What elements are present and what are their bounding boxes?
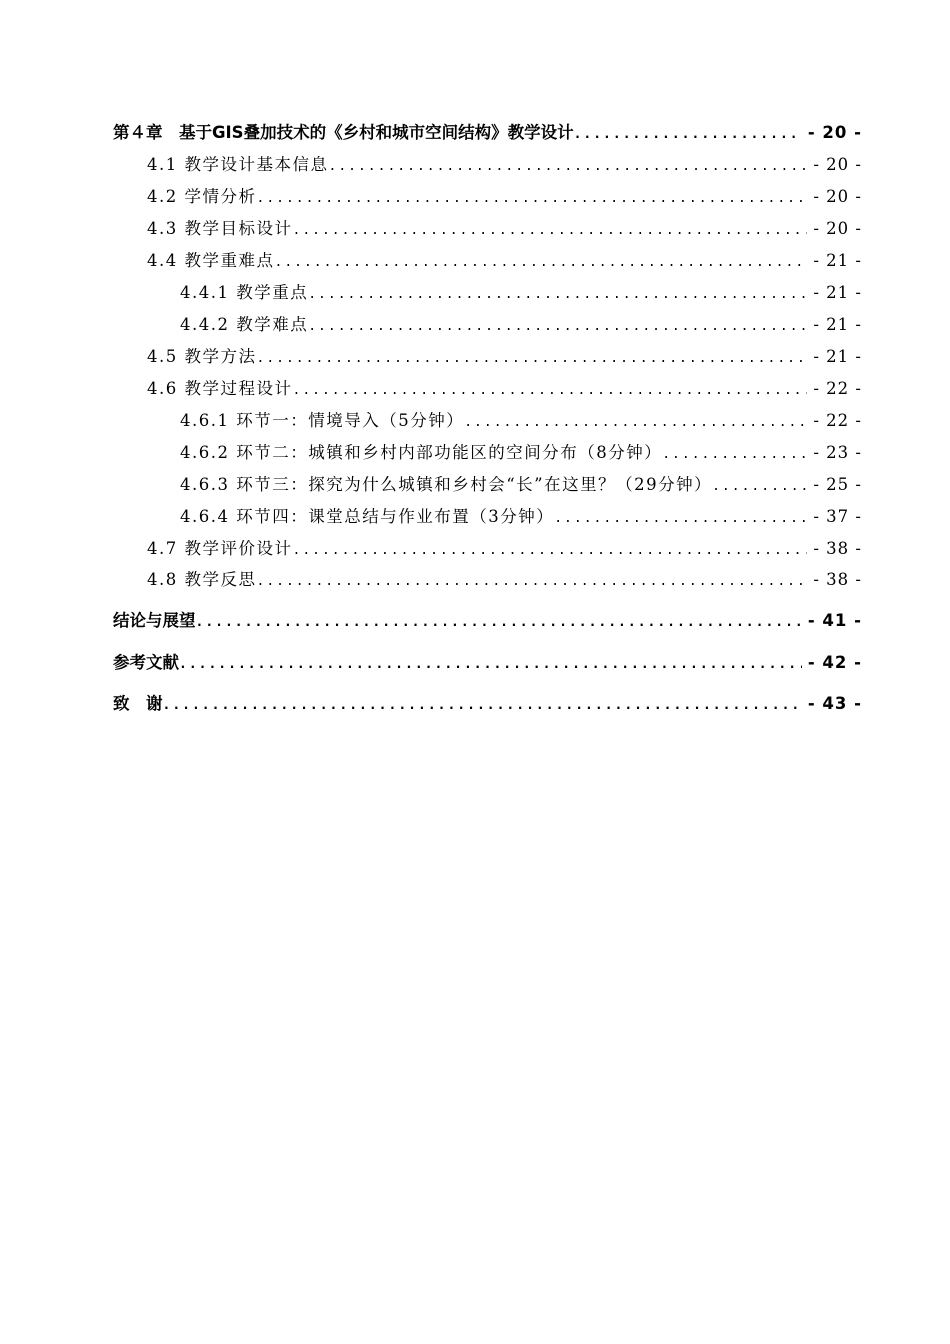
toc-entry-title: 4.6 教学过程设计: [147, 379, 293, 398]
toc-entry-page: - 22 -: [813, 379, 862, 398]
toc-entry[interactable]: [180, 313, 862, 337]
dot-leader: [712, 475, 807, 497]
toc-entry[interactable]: [147, 377, 862, 401]
dot-leader: [257, 187, 808, 209]
toc-entry-page: - 21 -: [813, 283, 862, 302]
toc-entry[interactable]: [147, 153, 862, 177]
toc-entry-title: 4.1 教学设计基本信息: [147, 155, 329, 174]
dot-leader: [293, 379, 808, 401]
toc-entry-page: - 25 -: [813, 475, 862, 494]
toc-entry-page: - 20 -: [813, 155, 862, 174]
toc-entry-title: 4.8 教学反思: [147, 570, 257, 589]
toc-entry[interactable]: [147, 537, 862, 561]
toc-entry-title: 参考文献: [113, 653, 179, 672]
toc-entry-page: - 21 -: [813, 347, 862, 366]
dot-leader: [293, 219, 808, 241]
toc-entry-title: 4.3 教学目标设计: [147, 219, 293, 238]
toc-entry[interactable]: [113, 121, 862, 145]
toc-entry-title: 4.7 教学评价设计: [147, 539, 293, 558]
toc-entry[interactable]: [113, 651, 862, 675]
toc-entry-page: - 21 -: [813, 251, 862, 270]
toc-entry[interactable]: [147, 185, 862, 209]
dot-leader: [329, 155, 808, 177]
toc-entry-title: 4.6.2 环节二：城镇和乡村内部功能区的空间分布（8分钟）: [180, 443, 663, 462]
dot-leader: [574, 123, 802, 145]
toc-entry[interactable]: [113, 692, 862, 716]
toc-entry-page: - 38 -: [813, 539, 862, 558]
toc-entry-page: - 43 -: [807, 694, 862, 713]
toc-entry-page: - 23 -: [813, 443, 862, 462]
dot-leader: [308, 283, 807, 305]
toc-entry[interactable]: [180, 409, 862, 433]
toc-entry-title: 4.4.1 教学重点: [180, 283, 309, 302]
toc-entry-page: - 20 -: [813, 187, 862, 206]
toc-entry-title: 致 谢: [113, 694, 163, 713]
toc-entry[interactable]: [180, 441, 862, 465]
toc-entry-page: - 20 -: [813, 219, 862, 238]
toc-entry-page: - 42 -: [807, 653, 862, 672]
toc-entry-title: 4.6.1 环节一：情境导入（5分钟）: [180, 411, 465, 430]
toc-entry-title: 4.4.2 教学难点: [180, 315, 309, 334]
toc-entry-title: 4.6.4 环节四：课堂总结与作业布置（3分钟）: [180, 507, 555, 526]
toc-entry-page: - 41 -: [807, 611, 862, 630]
dot-leader: [662, 443, 807, 465]
toc-entry[interactable]: [147, 345, 862, 369]
toc-entry-page: - 20 -: [807, 123, 862, 142]
dot-leader: [293, 539, 808, 561]
toc-entry-page: - 22 -: [813, 411, 862, 430]
dot-leader: [275, 251, 808, 273]
toc-entry[interactable]: [180, 473, 862, 497]
toc-entry-title: 第４章 基于GIS叠加技术的《乡村和城市空间结构》教学设计: [113, 123, 574, 142]
toc-entry-title: 结论与展望: [113, 611, 196, 630]
toc-entry-page: - 21 -: [813, 315, 862, 334]
toc-entry-title: 4.2 学情分析: [147, 187, 257, 206]
dot-leader: [196, 611, 802, 633]
toc-entry-page: - 38 -: [813, 570, 862, 589]
toc-entry-page: - 37 -: [813, 507, 862, 526]
toc-entry[interactable]: [180, 281, 862, 305]
dot-leader: [308, 315, 807, 337]
dot-leader: [257, 347, 808, 369]
toc-entry-title: 4.5 教学方法: [147, 347, 257, 366]
dot-leader: [554, 507, 807, 529]
toc-entry[interactable]: [147, 217, 862, 241]
toc-entry[interactable]: [113, 609, 862, 633]
dot-leader: [179, 653, 802, 675]
toc-entry-title: 4.6.3 环节三：探究为什么城镇和乡村会“长”在这里？（29分钟）: [180, 475, 713, 494]
toc-entry[interactable]: [180, 505, 862, 529]
dot-leader: [464, 411, 807, 433]
toc-entry[interactable]: [147, 249, 862, 273]
toc-entry-title: 4.4 教学重难点: [147, 251, 275, 270]
toc-entry[interactable]: [147, 568, 862, 592]
dot-leader: [163, 694, 802, 716]
dot-leader: [257, 570, 808, 592]
